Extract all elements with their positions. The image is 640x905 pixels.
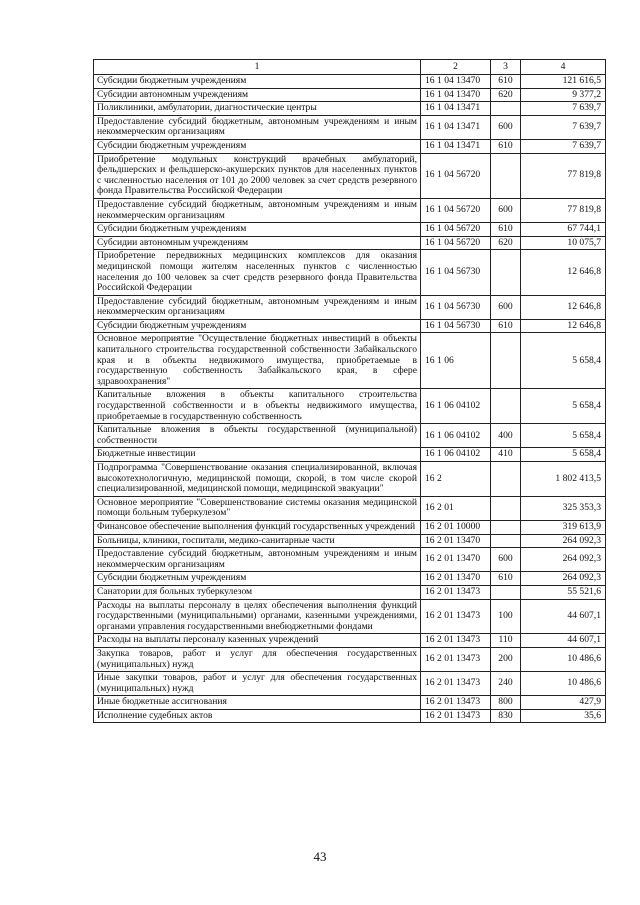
table-row: [94, 709, 606, 723]
row-name-cell: Бюджетные инвестиции: [94, 448, 421, 462]
row-name-cell: Финансовое обеспечение выполнения функций государственных учреждений: [94, 520, 421, 534]
row-code-cell: 16 1 04 56730: [421, 319, 491, 333]
row-sum-cell: 427,9: [521, 696, 606, 710]
row-code-cell: 16 2 01 13473: [421, 696, 491, 710]
row-code-cell: 16 1 04 56720: [421, 223, 491, 237]
row-name-cell: Основное мероприятие "Осуществление бюджетных инвестиций в объекты капитального строительства государственной собственности Забайкальского края и в объекты недвижимого имущества, приобретаемые в государственную собственность Забайкальского края, в сфере здравоохранения": [94, 333, 421, 389]
row-name-cell: Капитальные вложения в объекты государственной (муниципальной) собственности: [94, 424, 421, 448]
row-sum-cell: 264 092,3: [521, 572, 606, 586]
row-type-cell: 610: [491, 319, 521, 333]
table-row: [94, 319, 606, 333]
row-name-cell: Предоставление субсидий бюджетным, автономным учреждениям и иным некоммерческим организациям: [94, 115, 421, 139]
row-sum-cell: 9 377,2: [521, 88, 606, 102]
row-code-cell: 16 1 04 56720: [421, 236, 491, 250]
row-type-cell: [491, 496, 521, 520]
row-sum-cell: 264 092,3: [521, 534, 606, 548]
row-code-cell: 16 2 01: [421, 496, 491, 520]
row-type-cell: 800: [491, 696, 521, 710]
row-code-cell: 16 1 04 13471: [421, 102, 491, 116]
row-name-cell: Субсидии бюджетным учреждениям: [94, 223, 421, 237]
row-name-cell: Поликлиники, амбулатории, диагностические центры: [94, 102, 421, 116]
row-sum-cell: 77 819,8: [521, 153, 606, 198]
row-type-cell: 100: [491, 599, 521, 634]
table-row: [94, 634, 606, 648]
row-name-cell: Подпрограмма "Совершенствование оказания специализированной, включая высокотехнологичную, медицинской помощи, скорой, в том числе скорой специализированной, медицинской помощи, медицинской эвакуации": [94, 462, 421, 497]
row-code-cell: 16 2 01 13473: [421, 585, 491, 599]
row-sum-cell: 121 616,5: [521, 75, 606, 89]
row-sum-cell: 7 639,7: [521, 139, 606, 153]
table-row: [94, 520, 606, 534]
row-code-cell: 16 1 06 04102: [421, 389, 491, 424]
row-type-cell: [491, 534, 521, 548]
row-code-cell: 16 1 04 13470: [421, 75, 491, 89]
row-sum-cell: 35,6: [521, 709, 606, 723]
row-name-cell: Субсидии бюджетным учреждениям: [94, 572, 421, 586]
row-code-cell: 16 1 06 04102: [421, 448, 491, 462]
table-row: [94, 198, 606, 222]
table-row: [94, 115, 606, 139]
row-name-cell: Расходы на выплаты персоналу казенных учреждений: [94, 634, 421, 648]
row-name-cell: Закупка товаров, работ и услуг для обеспечения государственных (муниципальных) нужд: [94, 647, 421, 671]
row-code-cell: 16 1 04 56720: [421, 198, 491, 222]
table-row: [94, 153, 606, 198]
budget-table-sheet: [93, 59, 605, 723]
row-code-cell: 16 1 06: [421, 333, 491, 389]
row-type-cell: 600: [491, 115, 521, 139]
row-sum-cell: 5 658,4: [521, 389, 606, 424]
row-code-cell: 16 1 04 13471: [421, 139, 491, 153]
table-row: [94, 139, 606, 153]
row-type-cell: 240: [491, 672, 521, 696]
table-row: [94, 448, 606, 462]
row-code-cell: 16 1 04 56730: [421, 250, 491, 295]
row-name-cell: Субсидии автономным учреждениям: [94, 236, 421, 250]
row-sum-cell: 55 521,6: [521, 585, 606, 599]
row-sum-cell: 77 819,8: [521, 198, 606, 222]
row-sum-cell: 12 646,8: [521, 295, 606, 319]
table-row: [94, 223, 606, 237]
row-type-cell: 600: [491, 548, 521, 572]
table-row: [94, 585, 606, 599]
row-type-cell: 600: [491, 295, 521, 319]
table-row: [94, 696, 606, 710]
row-name-cell: Субсидии бюджетным учреждениям: [94, 75, 421, 89]
row-type-cell: [491, 333, 521, 389]
table-row: [94, 236, 606, 250]
row-name-cell: Иные закупки товаров, работ и услуг для обеспечения государственных (муниципальных) нужд: [94, 672, 421, 696]
row-code-cell: 16 2 01 13473: [421, 709, 491, 723]
table-row: [94, 462, 606, 497]
table-row: [94, 599, 606, 634]
budget-table: [93, 59, 606, 723]
row-code-cell: 16 1 06 04102: [421, 424, 491, 448]
row-sum-cell: 7 639,7: [521, 102, 606, 116]
table-row: [94, 534, 606, 548]
row-code-cell: 16 1 04 13471: [421, 115, 491, 139]
row-code-cell: 16 2 01 13470: [421, 534, 491, 548]
row-type-cell: 600: [491, 198, 521, 222]
row-name-cell: Приобретение модульных конструкций врачебных амбулаторий, фельдшерских и фельдшерско-акушерских пунктов для населенных пунктов с численностью населения от 101 до 2000 человек за счет средств резервного фонда Правительства Российской Федерации: [94, 153, 421, 198]
table-header-row: [94, 60, 606, 75]
table-row: [94, 102, 606, 116]
row-sum-cell: 319 613,9: [521, 520, 606, 534]
row-code-cell: 16 2 01 13470: [421, 572, 491, 586]
row-sum-cell: 10 486,6: [521, 672, 606, 696]
row-sum-cell: 7 639,7: [521, 115, 606, 139]
column-header-3: 3: [491, 60, 521, 75]
row-type-cell: 610: [491, 139, 521, 153]
row-type-cell: [491, 462, 521, 497]
row-name-cell: Расходы на выплаты персоналу в целях обеспечения выполнения функций государственными (муниципальными) органами, казенными учреждениями, органами управления государственными внебюджетными фондами: [94, 599, 421, 634]
row-name-cell: Субсидии бюджетным учреждениям: [94, 139, 421, 153]
row-type-cell: 620: [491, 236, 521, 250]
row-sum-cell: 44 607,1: [521, 634, 606, 648]
row-name-cell: Субсидии автономным учреждениям: [94, 88, 421, 102]
row-sum-cell: 10 075,7: [521, 236, 606, 250]
row-name-cell: Предоставление субсидий бюджетным, автономным учреждениям и иным некоммерческим организациям: [94, 295, 421, 319]
row-name-cell: Субсидии бюджетным учреждениям: [94, 319, 421, 333]
row-type-cell: 200: [491, 647, 521, 671]
row-code-cell: 16 1 04 56720: [421, 153, 491, 198]
row-type-cell: 610: [491, 223, 521, 237]
row-type-cell: 400: [491, 424, 521, 448]
table-row: [94, 672, 606, 696]
table-row: [94, 295, 606, 319]
row-type-cell: 410: [491, 448, 521, 462]
row-code-cell: 16 2 01 10000: [421, 520, 491, 534]
table-row: [94, 572, 606, 586]
column-header-4: 4: [521, 60, 606, 75]
table-row: [94, 647, 606, 671]
row-code-cell: 16 2: [421, 462, 491, 497]
row-code-cell: 16 2 01 13473: [421, 599, 491, 634]
row-sum-cell: 264 092,3: [521, 548, 606, 572]
row-type-cell: [491, 520, 521, 534]
row-sum-cell: 5 658,4: [521, 333, 606, 389]
row-name-cell: Капитальные вложения в объекты капитального строительства государственной собственности и в объекты недвижимого имущества, приобретаемые в государственную собственность: [94, 389, 421, 424]
row-type-cell: 110: [491, 634, 521, 648]
row-sum-cell: 1 802 413,5: [521, 462, 606, 497]
row-sum-cell: 44 607,1: [521, 599, 606, 634]
row-type-cell: 620: [491, 88, 521, 102]
row-code-cell: 16 1 04 13470: [421, 88, 491, 102]
budget-table-body: [94, 60, 606, 723]
row-sum-cell: 5 658,4: [521, 448, 606, 462]
row-type-cell: [491, 389, 521, 424]
row-type-cell: [491, 585, 521, 599]
column-header-2: 2: [421, 60, 491, 75]
row-name-cell: Предоставление субсидий бюджетным, автономным учреждениям и иным некоммерческим организациям: [94, 548, 421, 572]
row-code-cell: 16 2 01 13470: [421, 548, 491, 572]
row-type-cell: 610: [491, 572, 521, 586]
row-sum-cell: 5 658,4: [521, 424, 606, 448]
row-code-cell: 16 2 01 13473: [421, 647, 491, 671]
table-row: [94, 424, 606, 448]
row-sum-cell: 325 353,3: [521, 496, 606, 520]
table-row: [94, 333, 606, 389]
table-row: [94, 389, 606, 424]
table-row: [94, 88, 606, 102]
row-sum-cell: 10 486,6: [521, 647, 606, 671]
row-type-cell: [491, 153, 521, 198]
row-name-cell: Санатории для больных туберкулезом: [94, 585, 421, 599]
page-number: 43: [313, 849, 327, 864]
column-header-1: 1: [94, 60, 421, 75]
table-row: [94, 250, 606, 295]
row-name-cell: Приобретение передвижных медицинских комплексов для оказания медицинской помощи жителям населенных пунктов с численностью населения до 100 человек за счет средств резервного фонда Правительства Российской Федерации: [94, 250, 421, 295]
table-row: [94, 496, 606, 520]
table-row: [94, 548, 606, 572]
row-type-cell: [491, 102, 521, 116]
row-type-cell: 610: [491, 75, 521, 89]
row-type-cell: 830: [491, 709, 521, 723]
row-code-cell: 16 2 01 13473: [421, 634, 491, 648]
row-name-cell: Иные бюджетные ассигнования: [94, 696, 421, 710]
table-row: [94, 75, 606, 89]
row-name-cell: Исполнение судебных актов: [94, 709, 421, 723]
row-name-cell: Предоставление субсидий бюджетным, автономным учреждениям и иным некоммерческим организациям: [94, 198, 421, 222]
row-sum-cell: 67 744,1: [521, 223, 606, 237]
row-name-cell: Основное мероприятие "Совершенствование системы оказания медицинской помощи больным туберкулезом": [94, 496, 421, 520]
row-name-cell: Больницы, клиники, госпитали, медико-санитарные части: [94, 534, 421, 548]
row-type-cell: [491, 250, 521, 295]
row-sum-cell: 12 646,8: [521, 250, 606, 295]
row-code-cell: 16 1 04 56730: [421, 295, 491, 319]
row-code-cell: 16 2 01 13473: [421, 672, 491, 696]
row-sum-cell: 12 646,8: [521, 319, 606, 333]
